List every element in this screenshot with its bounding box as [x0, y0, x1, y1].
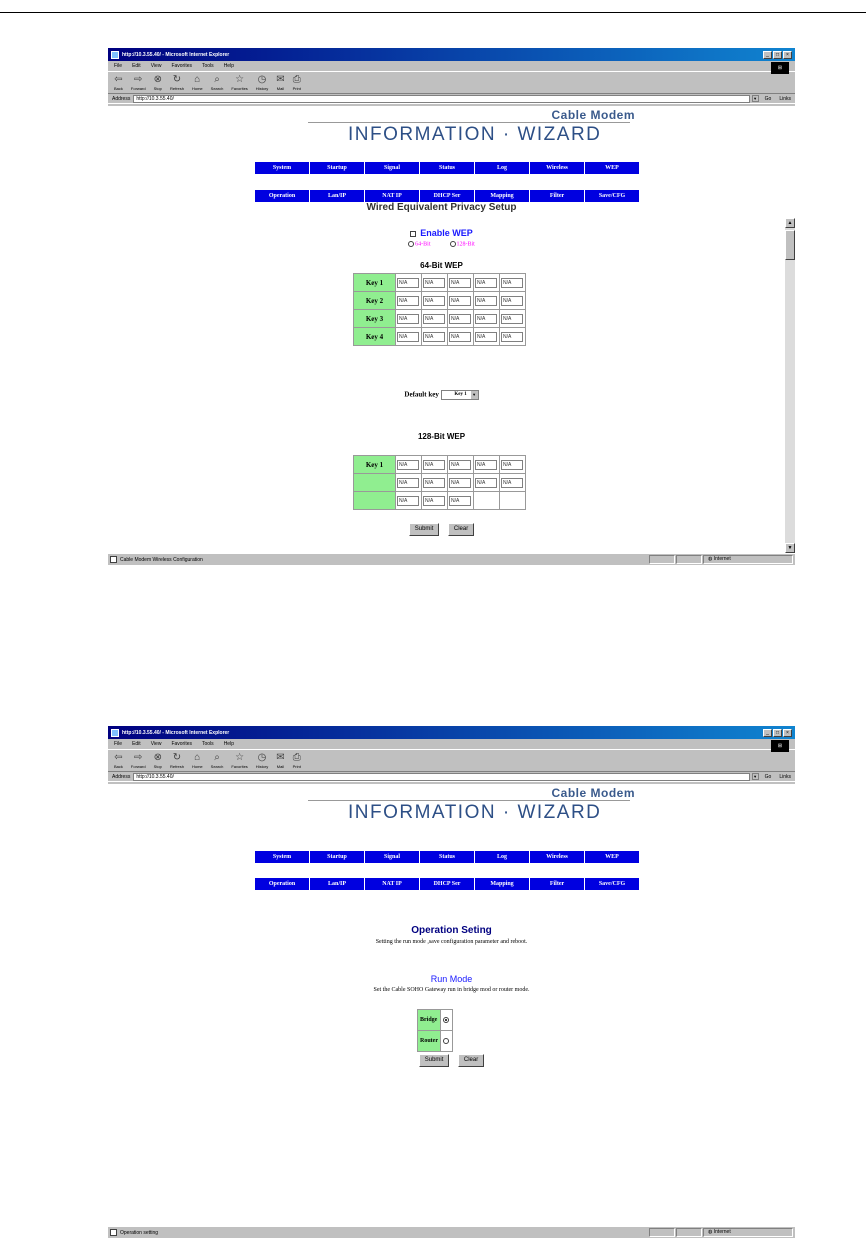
home-button[interactable]: ⌂ Home	[191, 752, 203, 769]
table-row	[354, 456, 526, 474]
nav-dhcp-server[interactable]: DHCP Ser	[420, 878, 475, 890]
key-field[interactable]: N/A	[449, 478, 471, 488]
key-field[interactable]: N/A	[501, 278, 523, 288]
key-field[interactable]: N/A	[449, 296, 471, 306]
operation-description: Setting the run mode ,save configuration parameter and reboot.	[375, 939, 528, 945]
enable-wep-label: Enable WEP	[420, 228, 473, 238]
maximize-button[interactable]: □	[773, 729, 782, 737]
key-field[interactable]: N/A	[423, 314, 445, 324]
forward-icon: ⇨	[134, 752, 143, 763]
stop-icon: ⊗	[153, 74, 162, 85]
key-4-label: Key 4	[354, 328, 396, 346]
default-key-label: Default key	[404, 390, 439, 399]
back-button[interactable]: ⇦ Back	[114, 74, 123, 91]
vertical-scrollbar[interactable]	[785, 218, 795, 553]
window-title: http://10.3.55.40/ - Microsoft Internet Explorer	[122, 729, 230, 736]
ie-icon	[111, 729, 119, 737]
address-label: Address	[112, 773, 131, 780]
minimize-button[interactable]: _	[763, 51, 772, 59]
globe-icon: ◍	[708, 1229, 714, 1235]
refresh-button[interactable]: ↻ Refresh	[169, 752, 184, 769]
key-field[interactable]: N/A	[501, 296, 523, 306]
key-field[interactable]: N/A	[501, 460, 523, 470]
nav-signal[interactable]: Signal	[365, 162, 420, 174]
run-mode-table	[417, 1009, 453, 1052]
mail-button[interactable]: ✉ Mail	[276, 752, 285, 769]
brand-subtitle: Cable Modem	[551, 786, 635, 800]
nav-dhcp-server[interactable]: DHCP Ser	[420, 190, 475, 202]
back-button[interactable]: ⇦ Back	[114, 752, 123, 769]
key-128-label: Key 1	[354, 456, 396, 474]
globe-icon: ◍	[708, 556, 714, 562]
scroll-down-icon[interactable]: ▼	[785, 543, 795, 553]
address-input[interactable]: http://10.3.55.40/	[133, 95, 749, 103]
print-icon: ⎙	[292, 74, 301, 85]
mail-icon: ✉	[276, 74, 285, 85]
menu-view[interactable]: View	[150, 741, 162, 747]
key-field[interactable]: N/A	[475, 296, 497, 306]
key-field[interactable]: N/A	[397, 478, 419, 488]
links-button[interactable]: Links	[779, 773, 791, 780]
key-field[interactable]: N/A	[423, 478, 445, 488]
nav-filter[interactable]: Filter	[530, 190, 585, 202]
key-field[interactable]: N/A	[423, 296, 445, 306]
nav-filter[interactable]: Filter	[530, 878, 585, 890]
print-button[interactable]: ⎙ Print	[292, 752, 301, 769]
nav-mapping[interactable]: Mapping	[475, 190, 530, 202]
key-2-label: Key 2	[354, 292, 396, 310]
nav-startup[interactable]: Startup	[310, 162, 365, 174]
radio-64-bit-label: 64-Bit	[415, 241, 431, 248]
radio-128-bit[interactable]	[450, 241, 456, 247]
menu-tools[interactable]: Tools	[202, 63, 214, 69]
address-input[interactable]: http://10.3.55.40/	[133, 773, 749, 781]
brand-subtitle: Cable Modem	[551, 108, 635, 122]
nav-lan-ip[interactable]: Lan/IP	[310, 878, 365, 890]
print-button[interactable]: ⎙ Print	[292, 74, 301, 91]
nav-operation[interactable]: Operation	[255, 190, 310, 202]
nav-row-primary	[255, 851, 639, 863]
bridge-radio[interactable]	[443, 1017, 449, 1023]
menu-help[interactable]: Help	[223, 63, 234, 69]
enable-wep-row	[108, 228, 785, 238]
history-button[interactable]: ◷ History	[255, 752, 269, 769]
forward-button[interactable]: ⇨ Forward	[130, 752, 146, 769]
stop-icon: ⊗	[153, 752, 162, 763]
scroll-up-icon[interactable]: ▲	[785, 218, 795, 228]
title-bar	[108, 48, 795, 61]
bit-option-row	[108, 241, 785, 247]
menu-favorites[interactable]: Favorites	[171, 741, 192, 747]
address-label: Address	[112, 95, 131, 102]
enable-wep-checkbox[interactable]	[410, 231, 416, 237]
key-field[interactable]: N/A	[397, 314, 419, 324]
menu-tools[interactable]: Tools	[202, 741, 214, 747]
favorites-button[interactable]: ☆ Favorites	[231, 74, 248, 91]
nav-wireless[interactable]: Wireless	[530, 162, 585, 174]
favorites-icon: ☆	[235, 752, 245, 763]
key-field[interactable]: N/A	[397, 460, 419, 470]
table-row	[354, 274, 526, 292]
favorites-button[interactable]: ☆ Favorites	[231, 752, 248, 769]
brand-title: INFORMATION · WIZARD	[348, 124, 602, 145]
nav-operation[interactable]: Operation	[255, 878, 310, 890]
home-button[interactable]: ⌂ Home	[191, 74, 203, 91]
address-dropdown-icon[interactable]: ▼	[753, 774, 758, 779]
router-radio[interactable]	[443, 1038, 449, 1044]
key-field[interactable]: N/A	[449, 314, 471, 324]
menu-file[interactable]: File	[114, 63, 123, 69]
operation-heading: Operation Seting	[411, 925, 492, 936]
key-field[interactable]: N/A	[397, 496, 419, 506]
search-icon: ⌕	[214, 74, 220, 85]
mail-button[interactable]: ✉ Mail	[276, 74, 285, 91]
nav-lan-ip[interactable]: Lan/IP	[310, 190, 365, 202]
search-button[interactable]: ⌕ Search	[210, 74, 224, 91]
key-field[interactable]: N/A	[501, 332, 523, 342]
key-field[interactable]: N/A	[475, 460, 497, 470]
menu-file[interactable]: File	[114, 741, 123, 747]
address-dropdown-icon[interactable]: ▼	[753, 96, 758, 101]
status-bar	[108, 1226, 795, 1238]
menu-bar	[108, 739, 795, 749]
run-mode-description: Set the Cable SOHO Gateway run in bridge mod or router mode.	[373, 987, 530, 993]
search-button[interactable]: ⌕ Search	[210, 752, 224, 769]
nav-status[interactable]: Status	[420, 162, 475, 174]
windows-logo-icon: ⊞	[771, 62, 789, 74]
minimize-button[interactable]: _	[763, 729, 772, 737]
status-text: Cable Modem Wireless Configuration	[120, 556, 203, 563]
home-icon: ⌂	[194, 74, 201, 85]
nav-system[interactable]: System	[255, 162, 310, 174]
key-field[interactable]: N/A	[449, 332, 471, 342]
key-field[interactable]: N/A	[475, 278, 497, 288]
key-1-label: Key 1	[354, 274, 396, 292]
history-icon: ◷	[257, 752, 267, 763]
key-3-label: Key 3	[354, 310, 396, 328]
key-field[interactable]: N/A	[423, 460, 445, 470]
browser-window-operation	[108, 726, 795, 1238]
toolbar	[108, 749, 795, 771]
back-icon: ⇦	[114, 752, 123, 763]
brand-title: INFORMATION · WIZARD	[348, 802, 602, 823]
nav-row-primary	[255, 162, 639, 174]
key-field[interactable]: N/A	[475, 332, 497, 342]
key-field[interactable]: N/A	[423, 278, 445, 288]
forward-button[interactable]: ⇨ Forward	[130, 74, 146, 91]
menu-edit[interactable]: Edit	[132, 63, 141, 69]
search-icon: ⌕	[214, 752, 220, 763]
favorites-icon: ☆	[235, 74, 245, 85]
table-row	[354, 310, 526, 328]
nav-wep[interactable]: WEP	[605, 854, 619, 860]
nav-log[interactable]: Log	[475, 851, 530, 863]
nav-row-secondary	[255, 190, 639, 202]
page-top-rule	[0, 12, 866, 13]
key-field[interactable]: N/A	[397, 296, 419, 306]
bridge-label: Bridge	[418, 1010, 441, 1031]
key-field[interactable]: N/A	[423, 496, 445, 506]
title-bar	[108, 726, 795, 739]
security-zone: ◍ Internet	[703, 1228, 793, 1237]
address-bar	[108, 93, 795, 104]
window-title: http://10.3.55.40/ - Microsoft Internet Explorer	[122, 51, 230, 58]
nav-mapping[interactable]: Mapping	[475, 878, 530, 890]
router-label: Router	[418, 1031, 441, 1052]
wep-128-title: 128-Bit WEP	[417, 432, 466, 441]
history-button[interactable]: ◷ History	[255, 74, 269, 91]
nav-nat-ip[interactable]: NAT IP	[365, 878, 420, 890]
radio-64-bit[interactable]	[408, 241, 414, 247]
stop-button[interactable]: ⊗ Stop	[153, 752, 162, 769]
nav-wep[interactable]: WEP	[605, 165, 619, 171]
go-button[interactable]: Go	[764, 95, 772, 102]
page-content	[108, 784, 795, 1226]
default-key-select[interactable]: Key 1 ▼	[441, 390, 479, 400]
table-row	[354, 492, 526, 510]
wep-128-key-table	[353, 455, 526, 510]
operation-submit-button[interactable]: Submit	[419, 1054, 450, 1067]
page-icon	[110, 556, 117, 563]
key-field[interactable]: N/A	[475, 314, 497, 324]
browser-window-wep	[108, 48, 795, 565]
back-icon: ⇦	[114, 74, 123, 85]
key-field[interactable]: N/A	[501, 314, 523, 324]
wep-heading: Wired Equivalent Privacy Setup	[366, 202, 517, 213]
toolbar	[108, 71, 795, 93]
menu-help[interactable]: Help	[223, 741, 234, 747]
nav-signal[interactable]: Signal	[365, 851, 420, 863]
security-zone: ◍ Internet	[703, 555, 793, 564]
nav-save-cfg[interactable]: Save/CFG	[598, 881, 626, 887]
key-field[interactable]: N/A	[423, 332, 445, 342]
brand-divider	[308, 800, 630, 801]
run-mode-title: Run Mode	[430, 974, 473, 984]
close-button[interactable]: ×	[783, 729, 792, 737]
address-bar	[108, 771, 795, 782]
history-icon: ◷	[257, 74, 267, 85]
scroll-thumb[interactable]	[785, 230, 795, 260]
ie-icon	[111, 51, 119, 59]
chevron-down-icon: ▼	[472, 392, 477, 397]
print-icon: ⎙	[292, 752, 301, 763]
refresh-icon: ↻	[172, 752, 182, 763]
default-key-row	[108, 390, 785, 400]
nav-status[interactable]: Status	[420, 851, 475, 863]
key-field[interactable]: N/A	[449, 496, 471, 506]
mail-icon: ✉	[276, 752, 285, 763]
nav-save-cfg[interactable]: Save/CFG	[598, 193, 626, 199]
links-button[interactable]: Links	[779, 95, 791, 102]
wep-clear-button[interactable]: Clear	[448, 523, 474, 536]
status-text: Operation setting	[120, 1229, 159, 1236]
refresh-icon: ↻	[172, 74, 182, 85]
menu-edit[interactable]: Edit	[132, 741, 141, 747]
nav-wireless[interactable]: Wireless	[530, 851, 585, 863]
radio-128-bit-label: 128-Bit	[456, 241, 475, 248]
page-icon	[110, 1229, 117, 1236]
windows-logo-icon: ⊞	[771, 740, 789, 752]
menu-view[interactable]: View	[150, 63, 162, 69]
nav-nat-ip[interactable]: NAT IP	[365, 190, 420, 202]
wep-64-key-table	[353, 273, 526, 346]
page-content	[108, 106, 795, 553]
key-field[interactable]: N/A	[397, 332, 419, 342]
wep-button-row	[108, 517, 785, 536]
home-icon: ⌂	[194, 752, 201, 763]
key-field[interactable]: N/A	[449, 278, 471, 288]
key-field[interactable]: N/A	[501, 478, 523, 488]
table-row	[354, 292, 526, 310]
go-button[interactable]: Go	[764, 773, 772, 780]
nav-log[interactable]: Log	[475, 162, 530, 174]
close-button[interactable]: ×	[783, 51, 792, 59]
key-field[interactable]: N/A	[449, 460, 471, 470]
table-row	[354, 328, 526, 346]
nav-system[interactable]: System	[255, 851, 310, 863]
nav-startup[interactable]: Startup	[310, 851, 365, 863]
operation-button-row	[108, 1048, 795, 1067]
key-field[interactable]: N/A	[475, 478, 497, 488]
wep-64-title: 64-Bit WEP	[420, 261, 463, 270]
operation-clear-button[interactable]: Clear	[458, 1054, 484, 1067]
maximize-button[interactable]: □	[773, 51, 782, 59]
brand-divider	[308, 122, 630, 123]
wep-submit-button[interactable]: Submit	[409, 523, 440, 536]
refresh-button[interactable]: ↻ Refresh	[169, 74, 184, 91]
status-bar	[108, 553, 795, 565]
forward-icon: ⇨	[134, 74, 143, 85]
menu-favorites[interactable]: Favorites	[171, 63, 192, 69]
menu-bar	[108, 61, 795, 71]
table-row	[354, 474, 526, 492]
key-field[interactable]: N/A	[397, 278, 419, 288]
table-row	[418, 1010, 453, 1031]
nav-row-secondary	[255, 878, 639, 890]
stop-button[interactable]: ⊗ Stop	[153, 74, 162, 91]
